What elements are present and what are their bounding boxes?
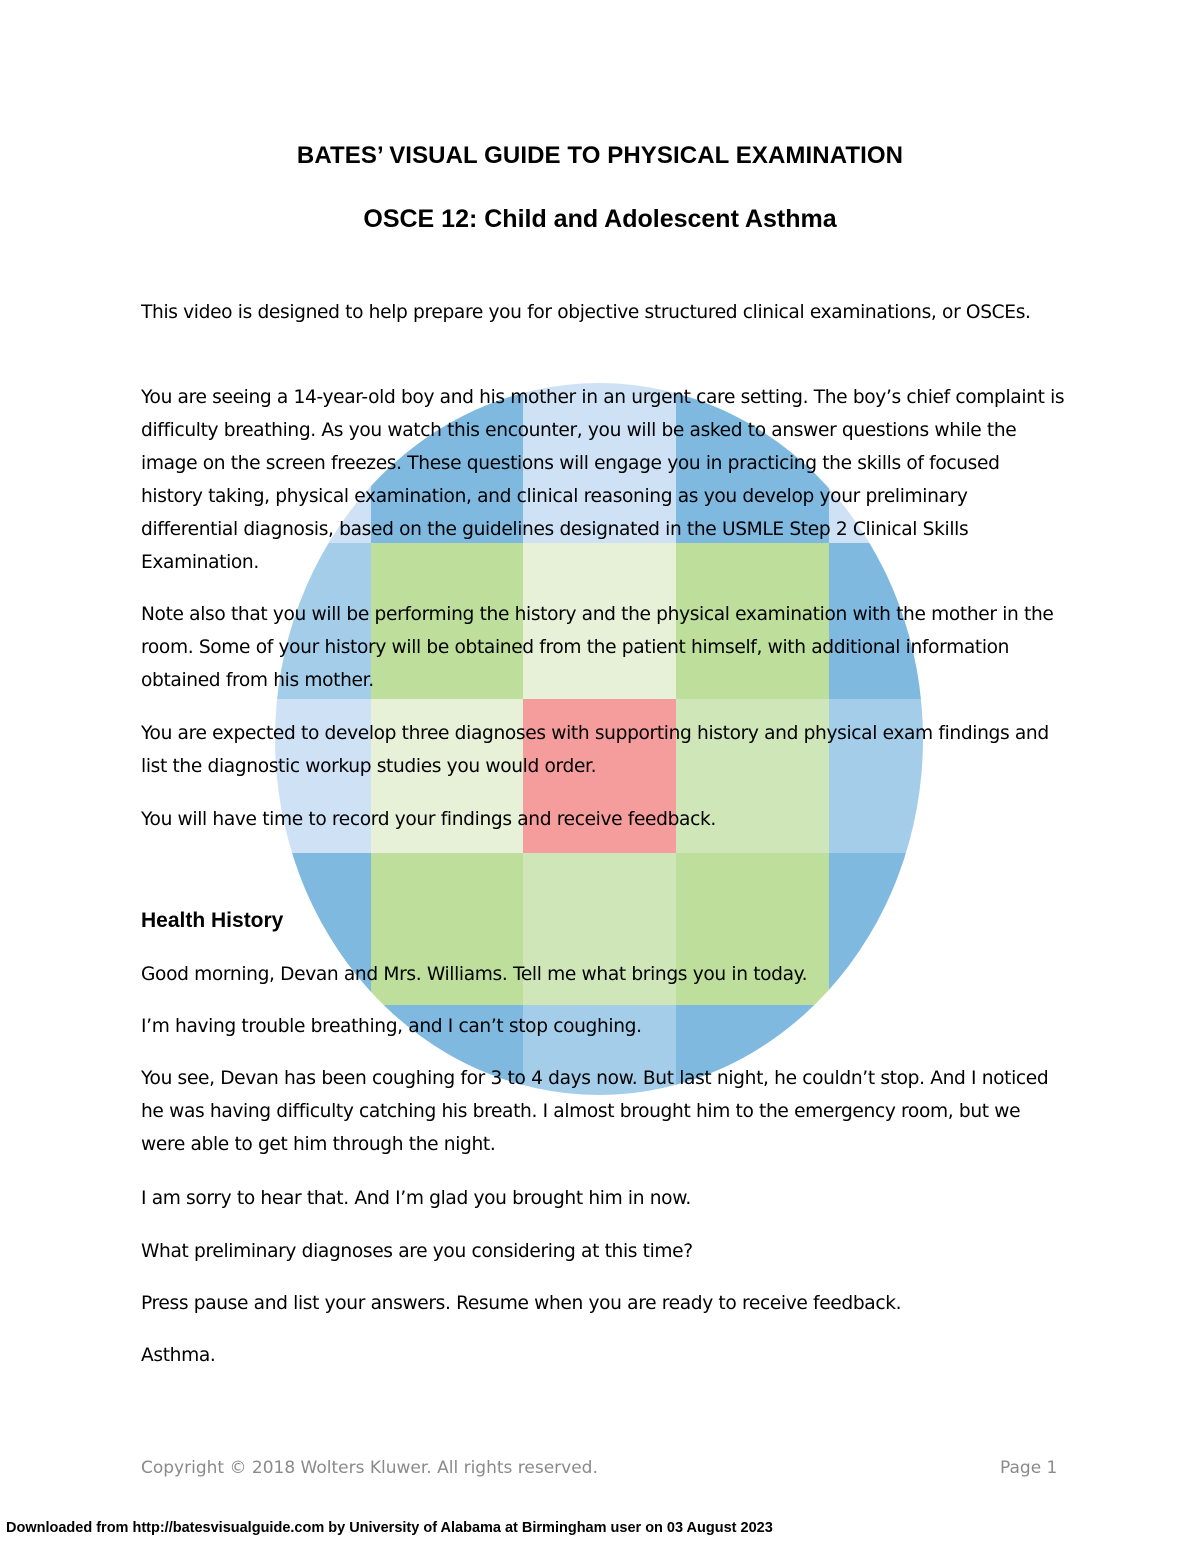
intro-paragraph: You are seeing a 14-year-old boy and his mother in an urgent care setting. The boy’s chief complaint is difficulty breathing. As you watch this encounter, you will be asked to answer questions while the image on the screen freezes. These questions will engage you in practicing the skills of focused history taking, physical examination, and clinical reasoning as you develop your preliminary differential diagnosis, based on the guidelines designated in the USMLE Step 2 Clinical Skills Examination. (141, 387, 1065, 573)
section-heading: Health History (141, 909, 284, 932)
dialogue-line: Good morning, Devan and Mrs. Williams. Tell me what brings you in today. (141, 964, 808, 985)
dialogue-line: What preliminary diagnoses are you considering at this time? (141, 1241, 693, 1262)
dialogue-line: Asthma. (141, 1345, 216, 1366)
dialogue-line: You see, Devan has been coughing for 3 to 4 days now. But last night, he couldn’t stop. And I noticed he was having difficulty catching his breath. I almost brought him to the emergency room, but we were able to get him through the night. (141, 1068, 1049, 1155)
intro-paragraph: Note also that you will be performing the history and the physical examination with the mother in the room. Some of your history will be obtained from the patient himself, with additional information obtained from his mother. (141, 604, 1054, 691)
copyright-notice: Copyright © 2018 Wolters Kluwer. All rights reserved. (141, 1458, 598, 1478)
page-number: Page 1 (1000, 1458, 1058, 1478)
dialogue-line: Press pause and list your answers. Resume when you are ready to receive feedback. (141, 1293, 902, 1314)
intro-paragraph: You are expected to develop three diagnoses with supporting history and physical exam findings and list the diagnostic workup studies you would order. (141, 723, 1049, 777)
intro-paragraph: You will have time to record your findings and receive feedback. (141, 809, 716, 830)
dialogue-line: I’m having trouble breathing, and I can’t stop coughing. (141, 1016, 642, 1037)
intro-paragraph: This video is designed to help prepare you for objective structured clinical examinations, or OSCEs. (141, 302, 1031, 323)
document-title: BATES’ VISUAL GUIDE TO PHYSICAL EXAMINATION (296, 142, 904, 169)
dialogue-line: I am sorry to hear that. And I’m glad you brought him in now. (141, 1188, 691, 1209)
download-notice: Downloaded from http://batesvisualguide.com by University of Alabama at Birmingham user on 03 August 2023 (6, 1520, 773, 1536)
document-subtitle: OSCE 12: Child and Adolescent Asthma (363, 205, 837, 233)
